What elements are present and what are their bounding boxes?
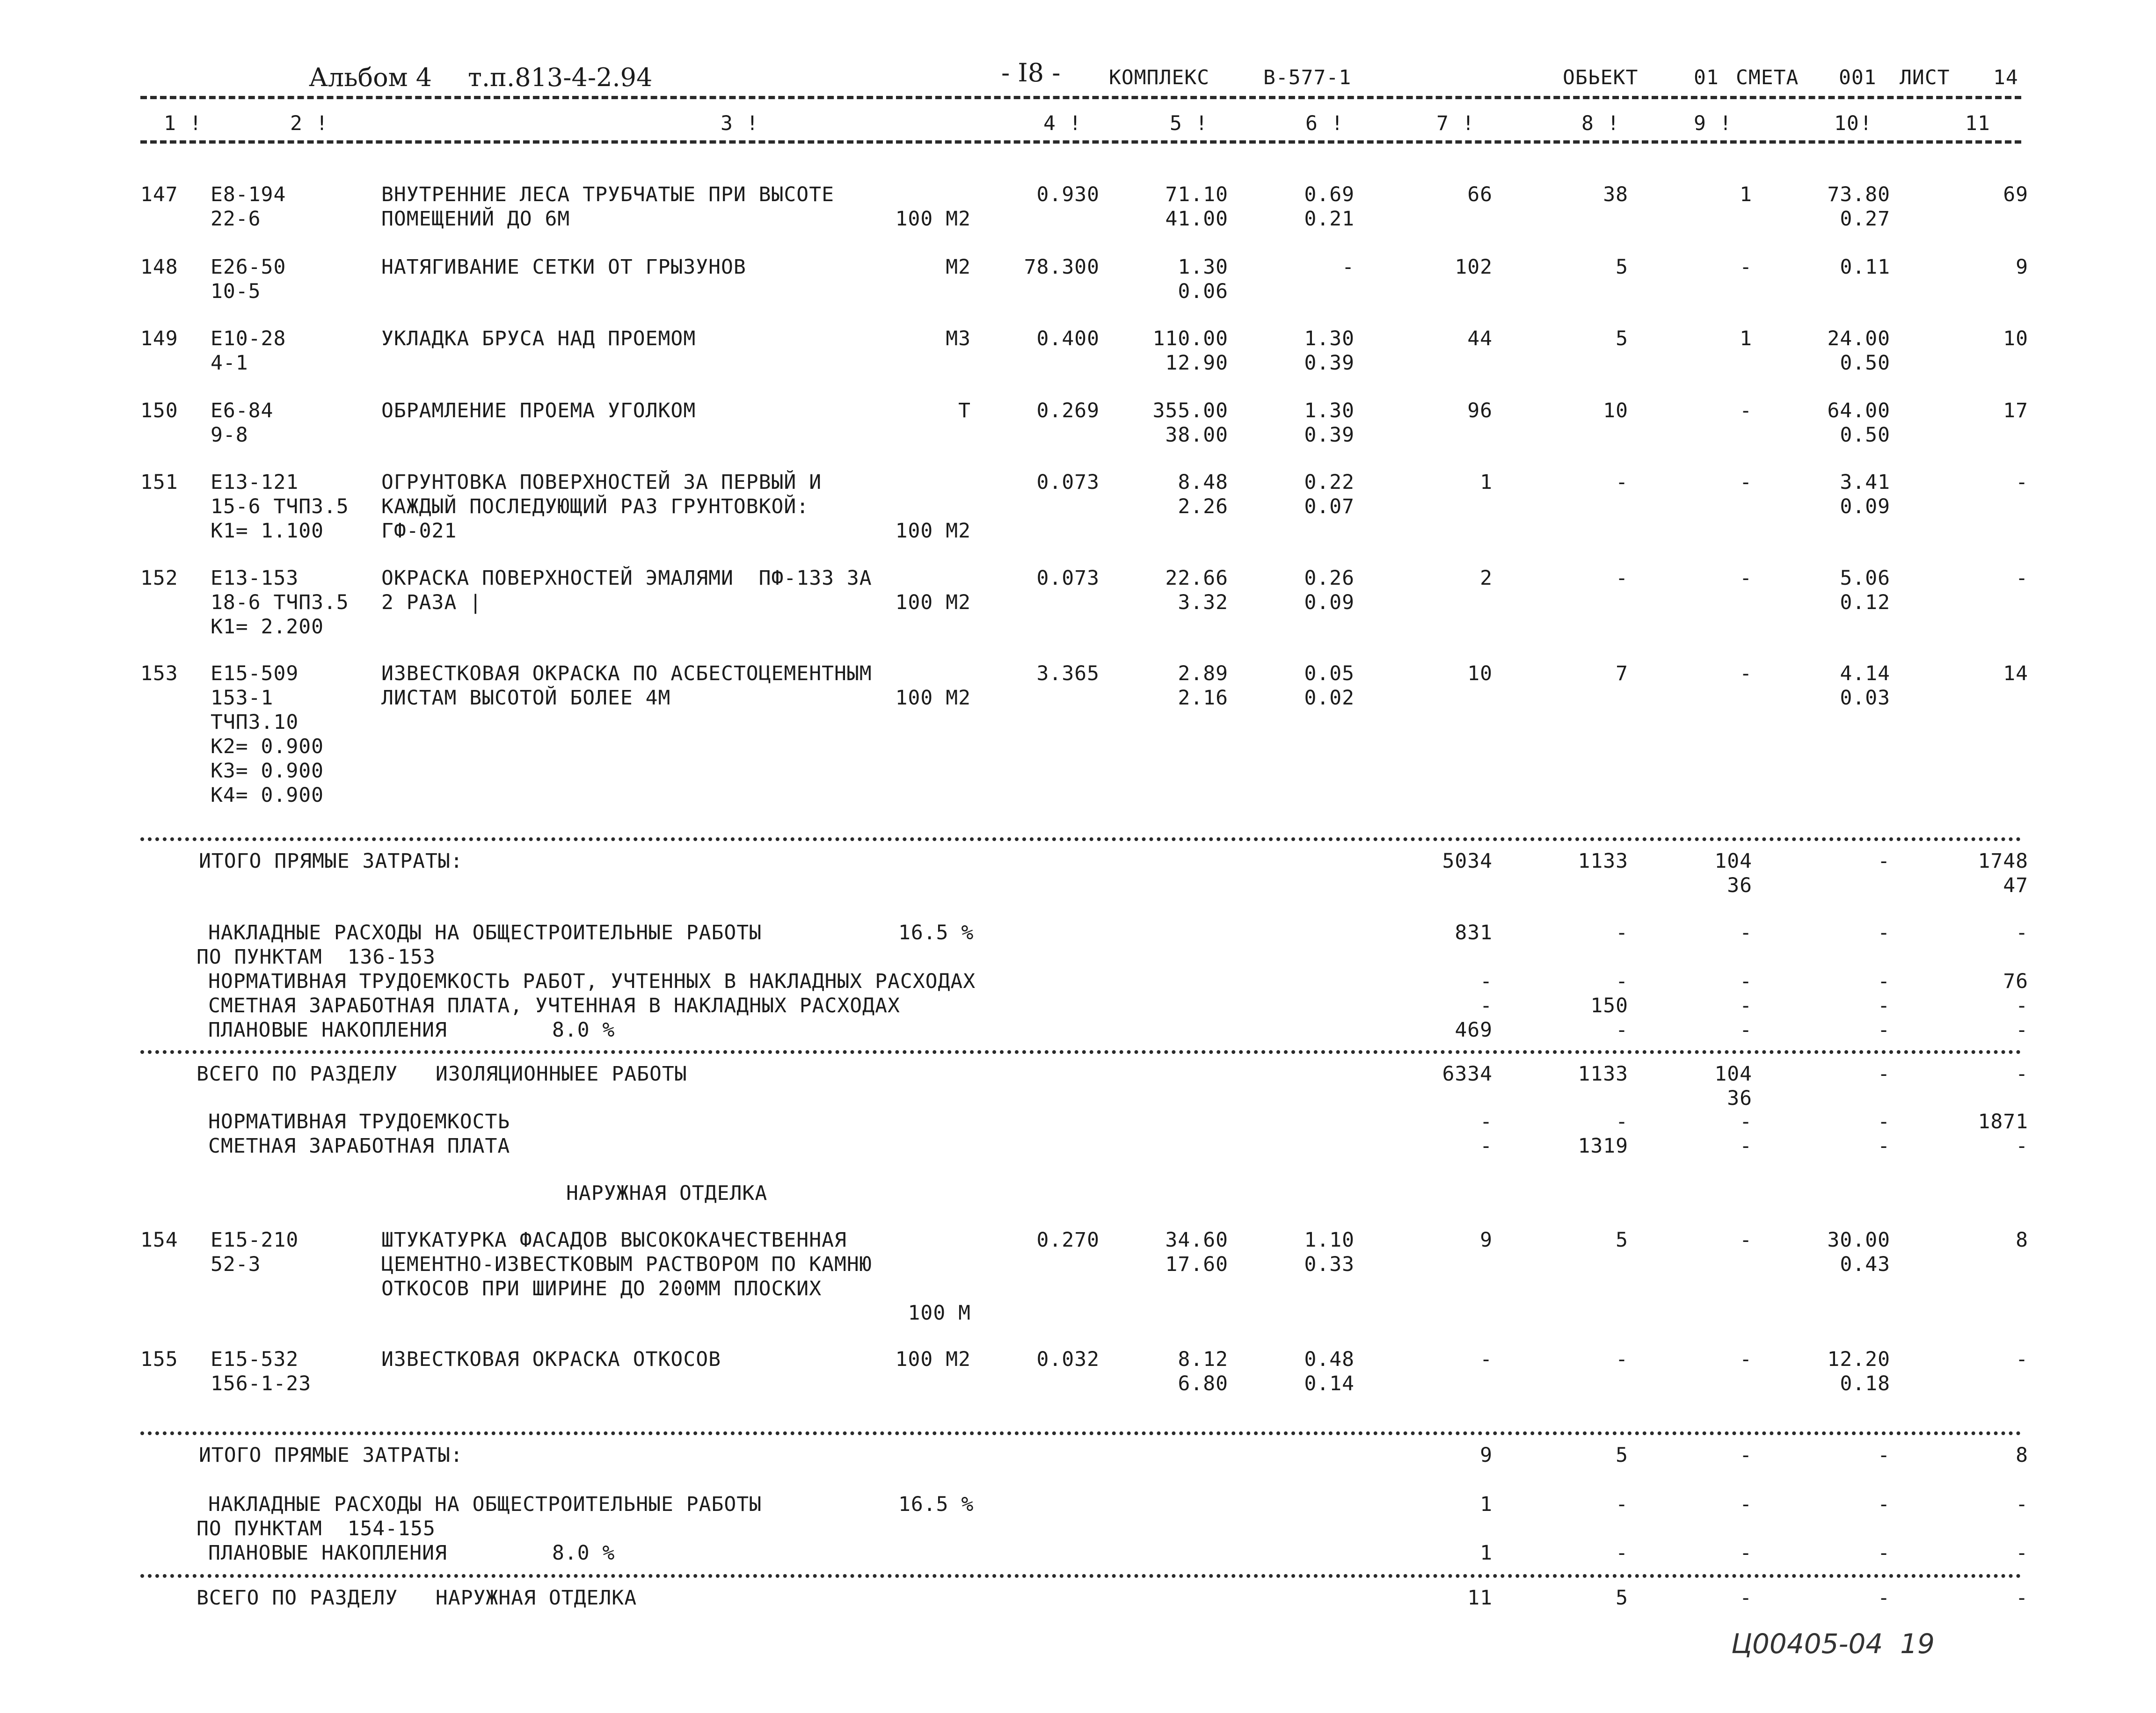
norm-code: 9-8 [211,423,248,447]
total-cost: 2 [1480,566,1493,590]
labor-norm: 0.09 [1840,495,1890,518]
list-value: 14 [1993,66,2018,89]
wages: 1133 [1578,849,1628,873]
planned-savings-percent: 8.0 % [552,1018,615,1042]
wages: 38 [1603,183,1628,206]
labor-norm: 0.03 [1840,686,1890,710]
labor-norm: 0.12 [1840,591,1890,614]
labor-total: 10 [2003,327,2028,350]
total-cost: 96 [1467,399,1493,422]
overhead-labor-value: - [1740,970,1752,993]
column-number: 2 [290,112,303,135]
machine-total: - [1740,662,1752,685]
quantity: 0.032 [1036,1348,1100,1371]
norm-code: Е6-84 [211,399,274,422]
norm-code: Е15-509 [211,662,299,685]
column-separator: ! [1719,112,1732,135]
subsection-title: НАРУЖНАЯ ОТДЕЛКА [566,1182,768,1205]
row-number: 155 [140,1348,178,1371]
quantity: 0.930 [1036,183,1100,206]
labor-norm: - [1878,849,1890,873]
overhead-value: - [2016,1493,2028,1516]
planned-savings-value: - [1740,1018,1752,1042]
machine-cost: 0.07 [1304,495,1355,518]
column-number: 7 [1436,112,1449,135]
machine-cost: 1.10 [1304,1228,1355,1252]
norm-code: 153-1 [211,686,274,710]
machine-cost: 0.09 [1304,591,1355,614]
work-description: ИЗВЕСТКОВАЯ ОКРАСКА ПО АСБЕСТОЦЕМЕНТНЫМ [381,662,872,685]
section-total-value: 5 [1616,1586,1628,1610]
work-description: ОКРАСКА ПОВЕРХНОСТЕЙ ЭМАЛЯМИ ПФ-133 ЗА [381,566,872,590]
norm-code: К3= 0.900 [211,759,324,783]
column-separator: ! [1462,112,1475,135]
work-description: НАТЯГИВАНИЕ СЕТКИ ОТ ГРЫЗУНОВ [381,255,746,279]
column-separator: ! [746,112,759,135]
wages: - [1616,471,1628,494]
labor-total: 8 [2016,1444,2028,1467]
planned-savings-value: - [1616,1018,1628,1042]
section-labor-value: - [1878,1110,1890,1133]
overhead-wages-value: - [1878,994,1890,1017]
unit: М3 [946,327,971,350]
total-cost: 10 [1467,662,1493,685]
machine-cost: 1.30 [1304,399,1355,422]
work-description: ИЗВЕСТКОВАЯ ОКРАСКА ОТКОСОВ [381,1348,721,1371]
labor-norm: 0.43 [1840,1253,1890,1276]
norm-code: 10-5 [211,280,261,303]
norm-code: Е13-153 [211,566,299,590]
section-total-value: - [1740,1586,1752,1610]
machine-cost: 0.39 [1304,351,1355,375]
section-total-value: - [2016,1586,2028,1610]
overhead-percent: 16.5 % [898,1493,974,1516]
overhead-items: ПО ПУНКТАМ 154-155 [197,1517,436,1540]
wages: 5 [1616,1444,1628,1467]
unit: 100 М [908,1301,971,1325]
norm-code: 4-1 [211,351,248,375]
norm-code: Е15-210 [211,1228,299,1252]
overhead-labor-value: - [1616,970,1628,993]
work-description: ГФ-021 [381,519,457,543]
labor-norm: - [1878,1444,1890,1467]
labor-norm: 73.80 [1827,183,1890,206]
column-number: 9 [1694,112,1706,135]
machine-total: - [1740,1228,1752,1252]
section-total-value: - [1878,1586,1890,1610]
section-labor-value: 1871 [1978,1110,2028,1133]
overhead-value: - [1740,1493,1752,1516]
column-separator: ! [1069,112,1082,135]
section-wages-value: - [1480,1134,1493,1158]
machine-cost: 0.26 [1304,566,1355,590]
row-number: 151 [140,471,178,494]
labor-norm: 4.14 [1840,662,1890,685]
unit-cost: 38.00 [1165,423,1228,447]
unit-cost: 2.26 [1178,495,1228,518]
unit-cost: 8.12 [1178,1348,1228,1371]
machine-total: - [1740,471,1752,494]
wages: 7 [1616,662,1628,685]
machine-cost: 0.22 [1304,471,1355,494]
labor-norm: 3.41 [1840,471,1890,494]
section-labor-value: - [1480,1110,1493,1133]
unit-cost: 34.60 [1165,1228,1228,1252]
labor-total: - [2016,921,2028,944]
column-number: 11 [1965,112,1990,135]
total-label: ИТОГО ПРЯМЫЕ ЗАТРАТЫ: [199,1444,463,1467]
planned-savings-value: - [1616,1541,1628,1565]
machine-total: - [1740,1348,1752,1371]
unit-cost: 12.90 [1165,351,1228,375]
unit-cost: 2.16 [1178,686,1228,710]
dotted-rule [140,1050,2021,1054]
machine-cost: 0.48 [1304,1348,1355,1371]
machine-cost: - [1342,255,1355,279]
planned-savings-value: - [2016,1018,2028,1042]
machine-total: - [1740,1444,1752,1467]
labor-norm: 24.00 [1827,327,1890,350]
labor-norm: - [1878,1062,1890,1086]
machine-total: 1 [1740,327,1752,350]
typical-project-number: т.п.813-4-2.94 [468,63,653,92]
work-description: ОБРАМЛЕНИЕ ПРОЕМА УГОЛКОМ [381,399,696,422]
machine-total: 36 [1727,1087,1752,1110]
planned-savings-value: 469 [1455,1018,1493,1042]
list-label: ЛИСТ [1900,66,1950,89]
labor-total: 9 [2016,255,2028,279]
overhead-labor-value: - [1480,970,1493,993]
smeta-label: СМЕТА [1736,66,1799,89]
planned-savings-value: - [2016,1541,2028,1565]
labor-total: 14 [2003,662,2028,685]
labor-norm: 0.27 [1840,207,1890,231]
column-separator: ! [316,112,328,135]
section-wages-value: - [2016,1134,2028,1158]
labor-total: 17 [2003,399,2028,422]
row-number: 148 [140,255,178,279]
machine-cost: 0.39 [1304,423,1355,447]
unit-cost: 22.66 [1165,566,1228,590]
column-number: 3 [721,112,733,135]
column-separator: ! [1195,112,1208,135]
overhead-wages-value: - [1480,994,1493,1017]
total-cost: - [1480,1348,1493,1371]
column-number: 6 [1305,112,1318,135]
column-number: 1 [164,112,176,135]
overhead-labor-value: 76 [2003,970,2028,993]
machine-total: 104 [1714,1062,1752,1086]
row-number: 150 [140,399,178,422]
column-separator: ! [1860,112,1872,135]
object-value: 01 [1694,66,1719,89]
norm-code: 156-1-23 [211,1372,312,1395]
wages: 1133 [1578,1062,1628,1086]
overhead-label: НАКЛАДНЫЕ РАСХОДЫ НА ОБЩЕСТРОИТЕЛЬНЫЕ РАБОТЫ [208,1493,762,1516]
labor-total: - [2016,1062,2028,1086]
norm-code: Е15-532 [211,1348,299,1371]
row-number: 149 [140,327,178,350]
section-wages-value: 1319 [1578,1134,1628,1158]
work-description: ЦЕМЕНТНО-ИЗВЕСТКОВЫМ РАСТВОРОМ ПО КАМНЮ [381,1253,872,1276]
labor-norm: 5.06 [1840,566,1890,590]
overhead-wages-value: 150 [1590,994,1628,1017]
unit-cost: 8.48 [1178,471,1228,494]
labor-total: - [2016,471,2028,494]
norm-code: 22-6 [211,207,261,231]
total-cost: 66 [1467,183,1493,206]
machine-cost: 1.30 [1304,327,1355,350]
unit-cost: 17.60 [1165,1253,1228,1276]
machine-cost: 0.05 [1304,662,1355,685]
machine-cost: 0.02 [1304,686,1355,710]
dotted-rule [140,1431,2021,1435]
total-cost: 9 [1480,1228,1493,1252]
machine-total: - [1740,399,1752,422]
machine-total: 104 [1714,849,1752,873]
labor-norm: 30.00 [1827,1228,1890,1252]
labor-norm: 0.11 [1840,255,1890,279]
wages: 5 [1616,327,1628,350]
album-label: Альбом 4 [309,63,432,92]
labor-norm: 0.18 [1840,1372,1890,1395]
total-cost: 44 [1467,327,1493,350]
machine-cost: 0.69 [1304,183,1355,206]
unit: 100 М2 [895,591,971,614]
norm-code: К2= 0.900 [211,735,324,758]
machine-total: - [1740,566,1752,590]
norm-code: 18-6 ТЧП3.5 [211,591,349,614]
work-description: ОТКОСОВ ПРИ ШИРИНЕ ДО 200ММ ПЛОСКИХ [381,1277,822,1300]
section-total-value: 11 [1467,1586,1493,1610]
overhead-labor-label: НОРМАТИВНАЯ ТРУДОЕМКОСТЬ РАБОТ, УЧТЕННЫХ В НАКЛАДНЫХ РАСХОДАХ [208,970,976,993]
row-number: 152 [140,566,178,590]
overhead-value: - [1616,1493,1628,1516]
labor-norm: 0.50 [1840,423,1890,447]
norm-code: К1= 2.200 [211,615,324,639]
labor-total: 47 [2003,874,2028,897]
quantity: 0.073 [1036,471,1100,494]
object-label: ОБЬЕКТ [1563,66,1639,89]
planned-savings-percent: 8.0 % [552,1541,615,1565]
unit-cost: 71.10 [1165,183,1228,206]
total-cost: 9 [1480,1444,1493,1467]
norm-code: К4= 0.900 [211,784,324,807]
machine-cost: 0.14 [1304,1372,1355,1395]
planned-savings-value: - [1878,1541,1890,1565]
unit: 100 М2 [895,1348,971,1371]
planned-savings-value: 1 [1480,1541,1493,1565]
work-description: 2 РАЗА | [381,591,482,614]
work-description: ЛИСТАМ ВЫСОТОЙ БОЛЕЕ 4М [381,686,671,710]
labor-total: 8 [2016,1228,2028,1252]
labor-norm: 0.50 [1840,351,1890,375]
column-separator: ! [189,112,202,135]
norm-code: К1= 1.100 [211,519,324,543]
labor-norm: - [1878,921,1890,944]
column-number: 5 [1170,112,1182,135]
quantity: 78.300 [1024,255,1100,279]
total-cost: 831 [1455,921,1493,944]
planned-savings-label: ПЛАНОВЫЕ НАКОПЛЕНИЯ [208,1541,447,1565]
overhead-label: НАКЛАДНЫЕ РАСХОДЫ НА ОБЩЕСТРОИТЕЛЬНЫЕ РАБОТЫ [208,921,762,944]
machine-cost: 0.21 [1304,207,1355,231]
labor-norm: 12.20 [1827,1348,1890,1371]
norm-code: Е10-28 [211,327,286,350]
total-cost: 5034 [1442,849,1493,873]
planned-savings-value: - [1878,1018,1890,1042]
planned-savings-value: - [1740,1541,1752,1565]
work-description: УКЛАДКА БРУСА НАД ПРОЕМОМ [381,327,696,350]
quantity: 3.365 [1036,662,1100,685]
column-separator: ! [1331,112,1344,135]
section-total-label: ВСЕГО ПО РАЗДЕЛУ НАРУЖНАЯ ОТДЕЛКА [197,1586,637,1610]
total-label: ИТОГО ПРЯМЫЕ ЗАТРАТЫ: [199,849,463,873]
quantity: 0.270 [1036,1228,1100,1252]
unit-cost: 41.00 [1165,207,1228,231]
unit-cost: 110.00 [1152,327,1228,350]
total-cost: 6334 [1442,1062,1493,1086]
dotted-rule [140,1574,2021,1578]
section-labor-label: НОРМАТИВНАЯ ТРУДОЕМКОСТЬ [208,1110,510,1133]
norm-code: 52-3 [211,1253,261,1276]
kompleks-label: КОМПЛЕКС [1109,66,1210,89]
section-wages-value: - [1740,1134,1752,1158]
wages: 5 [1616,1228,1628,1252]
quantity: 0.400 [1036,327,1100,350]
header-rule-bottom [140,140,2021,144]
work-description: ПОМЕЩЕНИЙ ДО 6М [381,207,570,231]
smeta-value: 001 [1839,66,1877,89]
unit-cost: 1.30 [1178,255,1228,279]
norm-code: 15-6 ТЧП3.5 [211,495,349,518]
section-labor-value: - [1740,1110,1752,1133]
norm-code: Е26-50 [211,255,286,279]
total-cost: 102 [1455,255,1493,279]
machine-total: - [1740,921,1752,944]
overhead-value: - [1878,1493,1890,1516]
machine-total: 36 [1727,874,1752,897]
norm-code: Е13-121 [211,471,299,494]
labor-total: - [2016,566,2028,590]
work-description: КАЖДЫЙ ПОСЛЕДУЮЩИЙ РАЗ ГРУНТОВКОЙ: [381,495,809,518]
quantity: 0.073 [1036,566,1100,590]
unit: 100 М2 [895,686,971,710]
unit: М2 [946,255,971,279]
wages: 5 [1616,255,1628,279]
row-number: 153 [140,662,178,685]
column-separator: ! [1607,112,1620,135]
labor-norm: 64.00 [1827,399,1890,422]
unit-cost: 0.06 [1178,280,1228,303]
overhead-labor-value: - [1878,970,1890,993]
section-wages-value: - [1878,1134,1890,1158]
machine-cost: 0.33 [1304,1253,1355,1276]
overhead-wages-value: - [1740,994,1752,1017]
work-description: ШТУКАТУРКА ФАСАДОВ ВЫСОКОКАЧЕСТВЕННАЯ [381,1228,847,1252]
row-number: 154 [140,1228,178,1252]
unit-cost: 3.32 [1178,591,1228,614]
unit: 100 М2 [895,519,971,543]
unit-cost: 6.80 [1178,1372,1228,1395]
column-number: 8 [1581,112,1594,135]
norm-code: ТЧП3.10 [211,711,299,734]
wages: - [1616,921,1628,944]
labor-total: 69 [2003,183,2028,206]
handwritten-note: Ц00405-04 19 [1731,1628,1935,1660]
dotted-rule [140,837,2021,841]
work-description: ОГРУНТОВКА ПОВЕРХНОСТЕЙ ЗА ПЕРВЫЙ И [381,471,822,494]
labor-total: 1748 [1978,849,2028,873]
section-total-label: ВСЕГО ПО РАЗДЕЛУ ИЗОЛЯЦИОННЫЕЕ РАБОТЫ [197,1062,687,1086]
section-labor-value: - [1616,1110,1628,1133]
page-number: - I8 - [1001,58,1061,87]
kompleks-value: В-577-1 [1263,66,1352,89]
overhead-items: ПО ПУНКТАМ 136-153 [197,945,436,969]
total-cost: 1 [1480,471,1493,494]
row-number: 147 [140,183,178,206]
machine-total: - [1740,255,1752,279]
unit-cost: 2.89 [1178,662,1228,685]
unit-cost: 355.00 [1152,399,1228,422]
overhead-wages-value: - [2016,994,2028,1017]
wages: 10 [1603,399,1628,422]
unit: 100 М2 [895,207,971,231]
wages: - [1616,1348,1628,1371]
column-number: 4 [1043,112,1056,135]
overhead-value: 1 [1480,1493,1493,1516]
section-wages-label: СМЕТНАЯ ЗАРАБОТНАЯ ПЛАТА [208,1134,510,1158]
planned-savings-label: ПЛАНОВЫЕ НАКОПЛЕНИЯ [208,1018,447,1042]
labor-total: - [2016,1348,2028,1371]
header-rule-top [140,96,2021,99]
unit: Т [958,399,971,422]
quantity: 0.269 [1036,399,1100,422]
work-description: ВНУТРЕННИЕ ЛЕСА ТРУБЧАТЫЕ ПРИ ВЫСОТЕ [381,183,834,206]
overhead-wages-label: СМЕТНАЯ ЗАРАБОТНАЯ ПЛАТА, УЧТЕННАЯ В НАКЛАДНЫХ РАСХОДАХ [208,994,900,1017]
machine-total: 1 [1740,183,1752,206]
wages: - [1616,566,1628,590]
norm-code: Е8-194 [211,183,286,206]
column-number: 10 [1834,112,1859,135]
overhead-percent: 16.5 % [898,921,974,944]
